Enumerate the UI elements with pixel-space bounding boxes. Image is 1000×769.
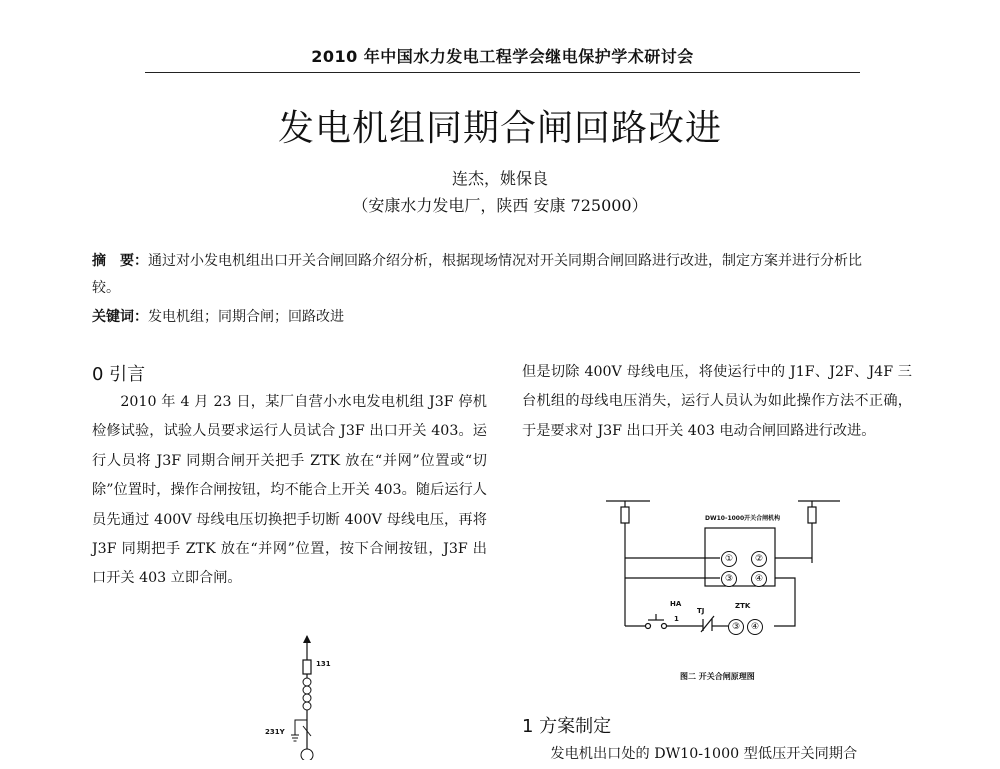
figure2-ztk-contact-3: ③ (728, 619, 744, 635)
plan-heading: 1 方案制定 (522, 716, 612, 737)
keywords (92, 306, 344, 326)
figure1-label-231y: 231Y (265, 728, 285, 736)
conference-header: 2010 年中国水力发电工程学会继电保护学术研讨会 (145, 44, 860, 73)
figure2-terminal-2: ② (751, 551, 767, 567)
figure1-label-131: 131 (316, 660, 331, 668)
figure2-tj-label: TJ (697, 607, 705, 615)
figure2-contact-label: 1 (674, 615, 679, 623)
figure2-fuse-left (621, 507, 629, 523)
keywords-text: 发电机组；同期合闸；回路改进 (148, 309, 344, 325)
figure1-generator (301, 749, 313, 760)
figure2-terminal-3: ③ (721, 571, 737, 587)
figure1-coil-1 (303, 678, 311, 686)
figure2-ha-button (646, 614, 667, 629)
paper-authors: 连杰，姚保良 (451, 169, 548, 188)
figure2-ztk-contact-4: ④ (747, 619, 763, 635)
figure2-fuse-right (808, 507, 816, 523)
abstract (92, 248, 872, 302)
abstract-label: 摘 要： (92, 253, 148, 269)
figure1-coil-2 (303, 686, 311, 694)
figure2-terminal-4: ④ (751, 571, 767, 587)
paper-affiliation: （安康水力发电厂，陕西 安康 725000） (352, 196, 648, 215)
figure1-coil-4 (303, 702, 311, 710)
figure1-fuse (303, 660, 311, 674)
figure1-ground (291, 720, 307, 741)
plan-paragraph: 发电机出口处的 DW10-1000 型低压开关同期合 (550, 746, 858, 762)
paper-title: 发电机组同期合闸回路改进 (277, 108, 722, 149)
figure2-wire-t4 (774, 578, 795, 626)
figure2-ha-label: HA (670, 600, 682, 608)
keywords-label: 关键词： (92, 309, 148, 325)
figure1-arrow (303, 635, 311, 643)
figure1-coil-3 (303, 694, 311, 702)
abstract-text: 通过对小发电机组出口开关合闸回路介绍分析，根据现场情况对开关同期合闸回路进行改进，制定方案并进行分析比较。 (92, 253, 862, 296)
intro-heading: 0 引言 (92, 364, 146, 385)
intro-paragraph: 2010 年 4 月 23 日，某厂自营小水电发电机组 J3F 停机检修试验，试验人员要求运行人员试合 J3F 出口开关 403。运行人员将 J3F 同期合闸开关把手 ZTK 放在“并网”位置或“切除”位置时，操作合闸按钮，均不能合上开关 403。随后运行人员先通过 400V 母线电压切换把手切断 400V 母线电压，再将 J3F 同期把手 ZTK 放在“并网”位置，按下合闸按钮，J3F 出口开关 403 立即合闸。 (92, 394, 487, 587)
figure1-diagram (270, 630, 350, 760)
figure2-terminal-1: ① (721, 551, 737, 567)
figure2-ztk-label: ZTK (735, 602, 751, 610)
figure2-device-label: DW10-1000开关合闸机构 (705, 515, 781, 522)
figure2-tj-contact (701, 616, 714, 632)
intro-continued: 但是切除 400V 母线电压，将使运行中的 J1F、J2F、J4F 三台机组的母线电压消失，运行人员认为如此操作方法不正确，于是要求对 J3F 出口开关 403 电动合闸回路进行改进。 (522, 364, 912, 439)
figure2-caption: 图二 开关合闸原理图 (680, 671, 755, 681)
